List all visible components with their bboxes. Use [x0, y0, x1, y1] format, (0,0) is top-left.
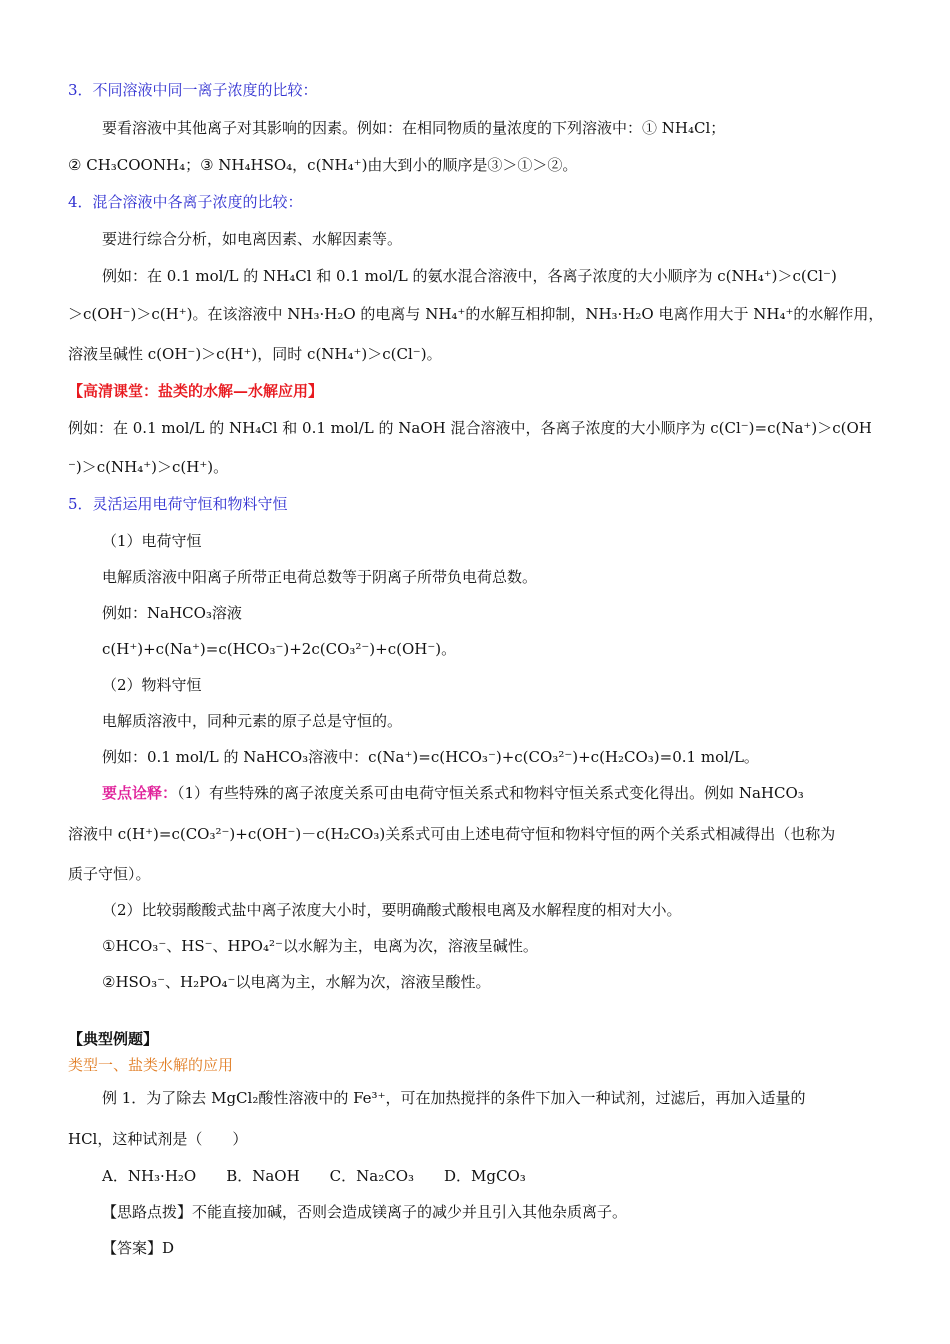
- question-1-line-1: 例 1．为了除去 MgCl₂酸性溶液中的 Fe³⁺，可在加热搅拌的条件下加入一种试剂，过滤后，再加入适量的: [102, 1089, 806, 1107]
- keypoints-line-2: 溶液中 c(H⁺)=c(CO₃²⁻)+c(OH⁻)－c(H₂CO₃)关系式可由上述电荷守恒和物料守恒的两个关系式相减得出（也称为: [68, 825, 836, 843]
- section-4-text-line-3: ＞c(OH⁻)＞c(H⁺)。在该溶液中 NH₃·H₂O 的电离与 NH₄⁺的水解互相抑制，NH₃·H₂O 电离作用大于 NH₄⁺的水解作用，: [68, 305, 884, 323]
- section-3-text-line-2: ② CH₃COONH₄；③ NH₄HSO₄，c(NH₄⁺)由大到小的顺序是③＞①＞②。: [68, 156, 578, 174]
- section-4-text-line-4: 溶液呈碱性 c(OH⁻)＞c(H⁺)，同时 c(NH₄⁺)＞c(Cl⁻)。: [68, 345, 442, 363]
- question-1-answer: 【答案】D: [102, 1239, 175, 1257]
- material-conservation-example: 例如：0.1 mol/L 的 NaHCO₃溶液中：c(Na⁺)=c(HCO₃⁻)+c(CO₃²⁻)+c(H₂CO₃)=0.1 mol/L。: [102, 748, 759, 766]
- charge-conservation-text: 电解质溶液中阳离子所带正电荷总数等于阴离子所带负电荷总数。: [102, 568, 538, 586]
- section-4-text-line-2: 例如：在 0.1 mol/L 的 NH₄Cl 和 0.1 mol/L 的氨水混合溶液中，各离子浓度的大小顺序为 c(NH₄⁺)＞c(Cl⁻): [102, 267, 837, 285]
- question-1-line-2: HCl，这种试剂是（ ）: [68, 1130, 248, 1148]
- classroom-heading: 【高清课堂：盐类的水解—水解应用】: [68, 382, 324, 400]
- charge-conservation-equation: c(H⁺)+c(Na⁺)=c(HCO₃⁻)+2c(CO₃²⁻)+c(OH⁻)。: [102, 640, 457, 658]
- classroom-text-line-1: 例如：在 0.1 mol/L 的 NH₄Cl 和 0.1 mol/L 的 NaOH 混合溶液中，各离子浓度的大小顺序为 c(Cl⁻)=c(Na⁺)＞c(OH: [68, 419, 872, 437]
- keypoints-line-1: [102, 783, 804, 803]
- section-3-text-line-1: 要看溶液中其他离子对其影响的因素。例如：在相同物质的量浓度的下列溶液中：① NH₄Cl；: [102, 119, 726, 137]
- keypoints-line-5: ①HCO₃⁻、HS⁻、HPO₄²⁻以水解为主，电离为次，溶液呈碱性。: [102, 937, 538, 955]
- examples-heading: 【典型例题】: [68, 1030, 159, 1048]
- section-4-heading: 4．混合溶液中各离子浓度的比较：: [68, 193, 303, 211]
- question-1-options: A．NH₃·H₂O B．NaOH C．Na₂CO₃ D．MgCO₃: [102, 1167, 526, 1185]
- keypoints-line-6: ②HSO₃⁻、H₂PO₄⁻以电离为主，水解为次，溶液呈酸性。: [102, 973, 491, 991]
- section-3-heading: 3．不同溶液中同一离子浓度的比较：: [68, 81, 318, 99]
- keypoints-text-1: （1）有些特殊的离子浓度关系可由电荷守恒关系式和物料守恒关系式变化得出。例如 NaHCO₃: [177, 784, 804, 802]
- material-conservation-text: 电解质溶液中，同种元素的原子总是守恒的。: [102, 712, 403, 730]
- type-1-heading: 类型一、盐类水解的应用: [68, 1056, 234, 1074]
- material-conservation-subheading: （2）物料守恒: [102, 676, 202, 694]
- keypoints-label: 要点诠释：: [102, 784, 178, 802]
- charge-conservation-subheading: （1）电荷守恒: [102, 532, 202, 550]
- section-4-text-line-1: 要进行综合分析，如电离因素、水解因素等。: [102, 230, 403, 248]
- keypoints-line-3: 质子守恒）。: [68, 865, 151, 883]
- question-1-hint: 【思路点拨】不能直接加碱，否则会造成镁离子的减少并且引入其他杂质离子。: [102, 1203, 628, 1221]
- section-5-heading: 5．灵活运用电荷守恒和物料守恒: [68, 495, 288, 513]
- charge-conservation-example: 例如：NaHCO₃溶液: [102, 604, 242, 622]
- classroom-text-line-2: ⁻)＞c(NH₄⁺)＞c(H⁺)。: [68, 458, 229, 476]
- keypoints-line-4: （2）比较弱酸酸式盐中离子浓度大小时，要明确酸式酸根电离及水解程度的相对大小。: [102, 901, 682, 919]
